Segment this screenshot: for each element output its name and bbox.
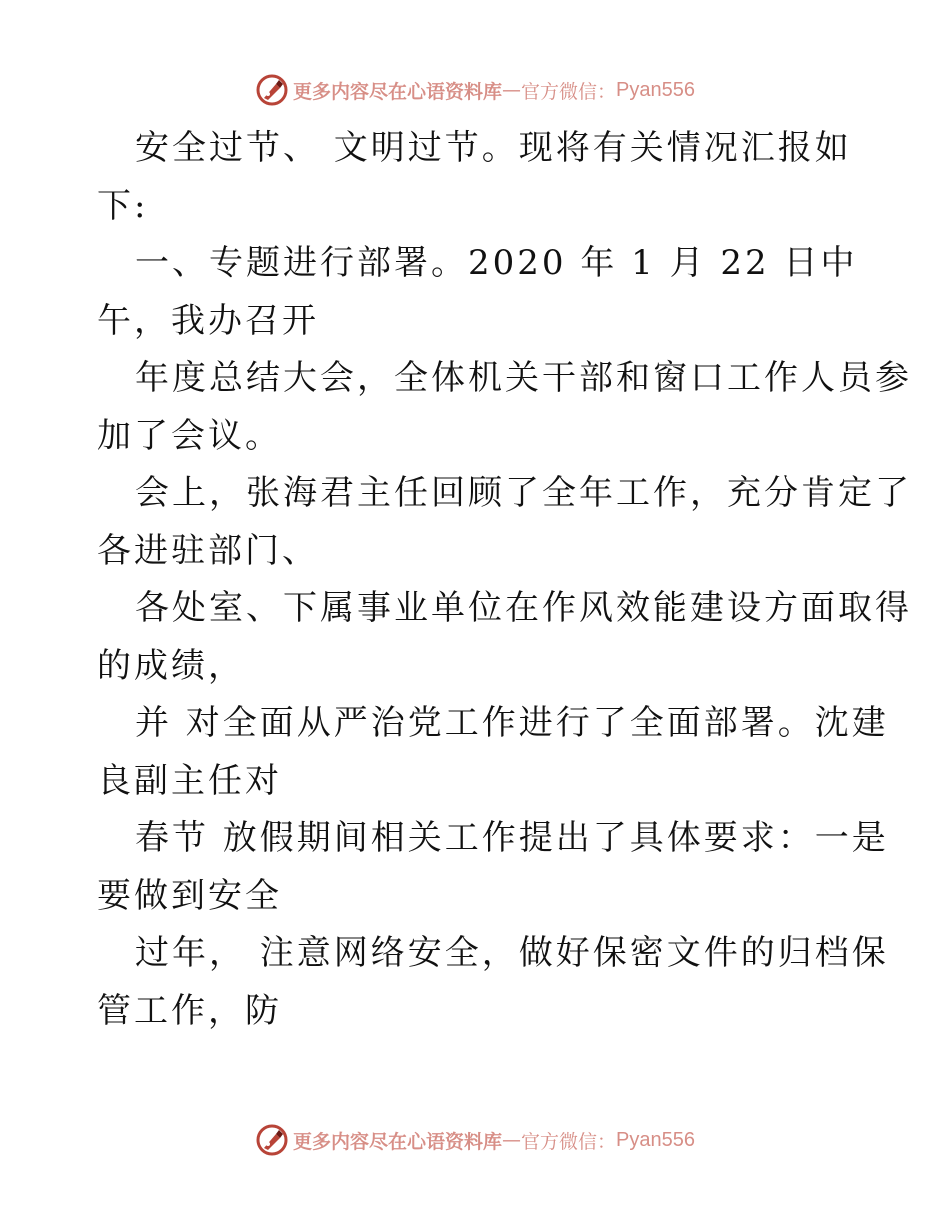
body-line: 的成绩， [97,645,245,686]
footer-watermark [0,1120,950,1160]
watermark-wechat-label: 官方微信： [521,1130,617,1153]
body-line: 良副主任对 [97,760,282,801]
body-line: 会上，张海君主任回顾了全年工作，充分肯定了 [135,473,912,513]
watermark-wechat-id: Pyan556 [616,1128,695,1151]
watermark-main-text: 更多内容尽在心语资料库 [293,80,503,103]
pen-nib-circle-icon [255,1123,289,1157]
body-line: 春节 放假期间相关工作提出了具体要求：一是 [135,818,889,858]
body-line: 过年， 注意网络安全，做好保密文件的归档保 [135,933,889,973]
watermark-dash: — [502,1129,522,1151]
watermark-wechat-id: Pyan556 [616,78,695,101]
header-watermark [0,70,950,110]
body-line: 午，我办召开 [97,300,319,341]
watermark-wechat-label: 官方微信： [521,80,617,103]
body-line: 一、专题进行部署。2020 年 1 月 22 日中 [135,243,858,283]
watermark-main-text: 更多内容尽在心语资料库 [293,1130,503,1153]
body-line: 并 对全面从严治党工作进行了全面部署。沈建 [135,703,889,743]
body-line: 各进驻部门、 [97,530,319,571]
body-line: 安全过节、 文明过节。现将有关情况汇报如 [135,128,852,168]
body-line: 下: [97,185,149,226]
pen-nib-circle-icon [255,73,289,107]
body-line: 加了会议。 [97,415,282,456]
body-line: 管工作，防 [97,990,282,1031]
body-line: 要做到安全 [97,875,282,916]
document-body [97,120,912,1040]
watermark-dash: — [502,79,522,101]
body-line: 年度总结大会，全体机关干部和窗口工作人员参 [135,358,912,398]
body-line: 各处室、下属事业单位在作风效能建设方面取得 [135,588,912,628]
